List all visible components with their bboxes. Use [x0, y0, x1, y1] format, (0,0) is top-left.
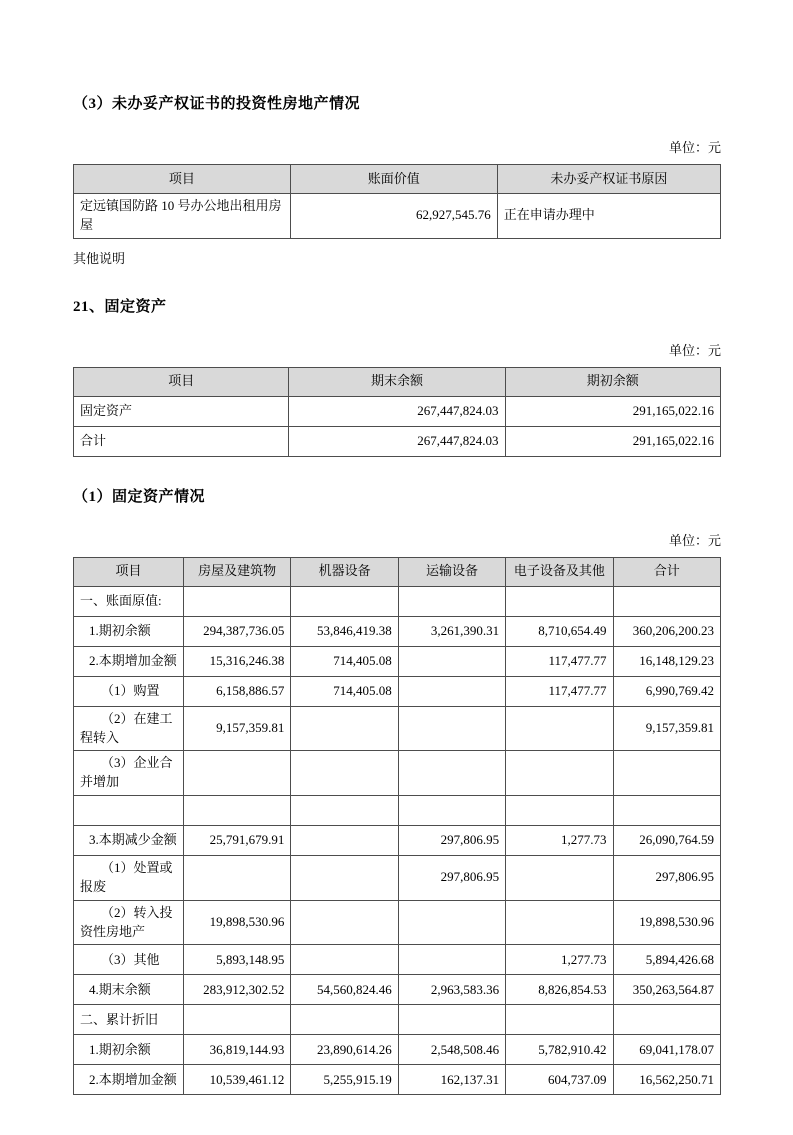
section-title-fixed-assets: 21、固定资产 [73, 298, 167, 315]
table-cell: 一、账面原值: [74, 586, 184, 616]
column-header: 机器设备 [291, 557, 398, 586]
table-cell [613, 586, 720, 616]
table-cell [291, 900, 398, 945]
table-cell: （3）其他 [74, 945, 184, 975]
table-cell [291, 796, 398, 826]
table-cell: 合计 [74, 426, 289, 456]
table-cell: 69,041,178.07 [613, 1035, 720, 1065]
table-cell: 291,165,022.16 [505, 426, 720, 456]
table-cell: 297,806.95 [398, 856, 505, 901]
column-header: 项目 [74, 557, 184, 586]
table-cell: 定远镇国防路 10 号办公地出租用房屋 [74, 194, 291, 239]
section-investment-property-no-certificate [73, 92, 721, 267]
table-cell [506, 796, 613, 826]
table-cell: 267,447,824.03 [289, 426, 505, 456]
table-cell: 2.本期增加金额 [74, 646, 184, 676]
table-cell: 23,890,614.26 [291, 1035, 398, 1065]
table-cell [74, 796, 184, 826]
table-cell: 360,206,200.23 [613, 616, 720, 646]
unit-label: 单位：元 [668, 342, 721, 358]
table-cell: 5,255,915.19 [291, 1065, 398, 1095]
table-cell [398, 945, 505, 975]
table-cell: 714,405.08 [291, 676, 398, 706]
table-cell [291, 945, 398, 975]
table-row [74, 856, 721, 901]
table-cell: 5,782,910.42 [506, 1035, 613, 1065]
table-cell: 294,387,736.05 [183, 616, 290, 646]
other-note: 其他说明 [73, 250, 126, 266]
table-row [74, 396, 721, 426]
table-cell [183, 586, 290, 616]
table-cell: 26,090,764.59 [613, 826, 720, 856]
table-cell: 6,158,886.57 [183, 676, 290, 706]
table-cell [398, 1005, 505, 1035]
table-cell: （2）转入投资性房地产 [74, 900, 184, 945]
column-header: 运输设备 [398, 557, 505, 586]
table-cell [398, 796, 505, 826]
table-cell: 291,165,022.16 [505, 396, 720, 426]
table-cell [398, 706, 505, 751]
unit-label: 单位：元 [668, 532, 721, 548]
section-title-investment-property: （3）未办妥产权证书的投资性房地产情况 [73, 96, 361, 112]
table-cell: 283,912,302.52 [183, 975, 290, 1005]
table-cell: （3）企业合并增加 [74, 751, 184, 796]
table-row [74, 706, 721, 751]
table-header-row [74, 557, 721, 586]
table-cell: 8,826,854.53 [506, 975, 613, 1005]
table-row [74, 751, 721, 796]
table-cell [506, 751, 613, 796]
column-header: 账面价值 [290, 165, 497, 194]
table-cell: 16,148,129.23 [613, 646, 720, 676]
table-cell: 二、累计折旧 [74, 1005, 184, 1035]
table-cell: 2.本期增加金额 [74, 1065, 184, 1095]
table-cell: 1,277.73 [506, 945, 613, 975]
table-cell [183, 856, 290, 901]
table-cell: 117,477.77 [506, 646, 613, 676]
table-cell: 297,806.95 [613, 856, 720, 901]
table-cell: 10,539,461.12 [183, 1065, 290, 1095]
table-cell: 9,157,359.81 [613, 706, 720, 751]
column-header: 房屋及建筑物 [183, 557, 290, 586]
table-cell [506, 900, 613, 945]
table-cell [506, 856, 613, 901]
table-cell: （1）购置 [74, 676, 184, 706]
fixed-assets-summary-table [73, 367, 721, 457]
table-header-row [74, 367, 721, 396]
table-row [74, 796, 721, 826]
table-cell [613, 751, 720, 796]
section-fixed-assets-detail [73, 485, 721, 1096]
table-cell [291, 826, 398, 856]
table-cell [183, 1005, 290, 1035]
table-cell: 25,791,679.91 [183, 826, 290, 856]
table-cell [506, 1005, 613, 1035]
column-header: 未办妥产权证书原因 [497, 165, 720, 194]
table-cell [291, 706, 398, 751]
table-cell [398, 751, 505, 796]
table-row [74, 826, 721, 856]
table-row [74, 194, 721, 239]
table-cell: 15,316,246.38 [183, 646, 290, 676]
column-header: 项目 [74, 165, 291, 194]
table-cell: （2）在建工程转入 [74, 706, 184, 751]
table-cell: 8,710,654.49 [506, 616, 613, 646]
table-row [74, 900, 721, 945]
unit-label: 单位：元 [668, 140, 721, 155]
table-row [74, 586, 721, 616]
table-cell [291, 856, 398, 901]
column-header: 项目 [74, 367, 289, 396]
table-cell: 16,562,250.71 [613, 1065, 720, 1095]
table-cell [291, 586, 398, 616]
table-cell: 62,927,545.76 [290, 194, 497, 239]
table-cell [398, 646, 505, 676]
investment-property-table [73, 164, 721, 239]
table-cell: 117,477.77 [506, 676, 613, 706]
column-header: 合计 [613, 557, 720, 586]
table-cell: 714,405.08 [291, 646, 398, 676]
column-header: 电子设备及其他 [506, 557, 613, 586]
table-cell [183, 751, 290, 796]
table-cell [398, 900, 505, 945]
table-cell: （1）处置或报废 [74, 856, 184, 901]
table-cell [506, 586, 613, 616]
table-cell: 267,447,824.03 [289, 396, 505, 426]
table-cell: 350,263,564.87 [613, 975, 720, 1005]
table-cell [506, 706, 613, 751]
column-header: 期初余额 [505, 367, 720, 396]
table-cell: 3,261,390.31 [398, 616, 505, 646]
table-cell: 297,806.95 [398, 826, 505, 856]
table-cell: 固定资产 [74, 396, 289, 426]
table-row [74, 975, 721, 1005]
table-row [74, 426, 721, 456]
table-row [74, 616, 721, 646]
table-cell: 36,819,144.93 [183, 1035, 290, 1065]
table-cell: 1.期初余额 [74, 1035, 184, 1065]
table-cell: 54,560,824.46 [291, 975, 398, 1005]
table-cell [398, 586, 505, 616]
table-cell: 162,137.31 [398, 1065, 505, 1095]
table-cell: 53,846,419.38 [291, 616, 398, 646]
table-row [74, 1005, 721, 1035]
table-cell: 3.本期减少金额 [74, 826, 184, 856]
table-cell: 2,548,508.46 [398, 1035, 505, 1065]
table-cell [398, 676, 505, 706]
table-cell: 5,894,426.68 [613, 945, 720, 975]
table-row [74, 1035, 721, 1065]
table-row [74, 945, 721, 975]
table-cell: 正在申请办理中 [497, 194, 720, 239]
section-title-fixed-assets-detail: （1）固定资产情况 [73, 488, 206, 505]
table-cell [291, 751, 398, 796]
table-cell: 9,157,359.81 [183, 706, 290, 751]
table-cell: 5,893,148.95 [183, 945, 290, 975]
table-cell: 1,277.73 [506, 826, 613, 856]
table-cell: 604,737.09 [506, 1065, 613, 1095]
table-cell [613, 1005, 720, 1035]
section-fixed-assets [73, 295, 721, 457]
table-row [74, 646, 721, 676]
table-cell: 4.期末余额 [74, 975, 184, 1005]
table-cell [613, 796, 720, 826]
table-cell: 1.期初余额 [74, 616, 184, 646]
table-cell [291, 1005, 398, 1035]
column-header: 期末余额 [289, 367, 505, 396]
table-cell: 6,990,769.42 [613, 676, 720, 706]
table-header-row [74, 165, 721, 194]
table-cell [183, 796, 290, 826]
table-cell: 2,963,583.36 [398, 975, 505, 1005]
table-cell: 19,898,530.96 [183, 900, 290, 945]
fixed-assets-detail-table [73, 557, 721, 1096]
table-cell: 19,898,530.96 [613, 900, 720, 945]
table-row [74, 676, 721, 706]
table-row [74, 1065, 721, 1095]
